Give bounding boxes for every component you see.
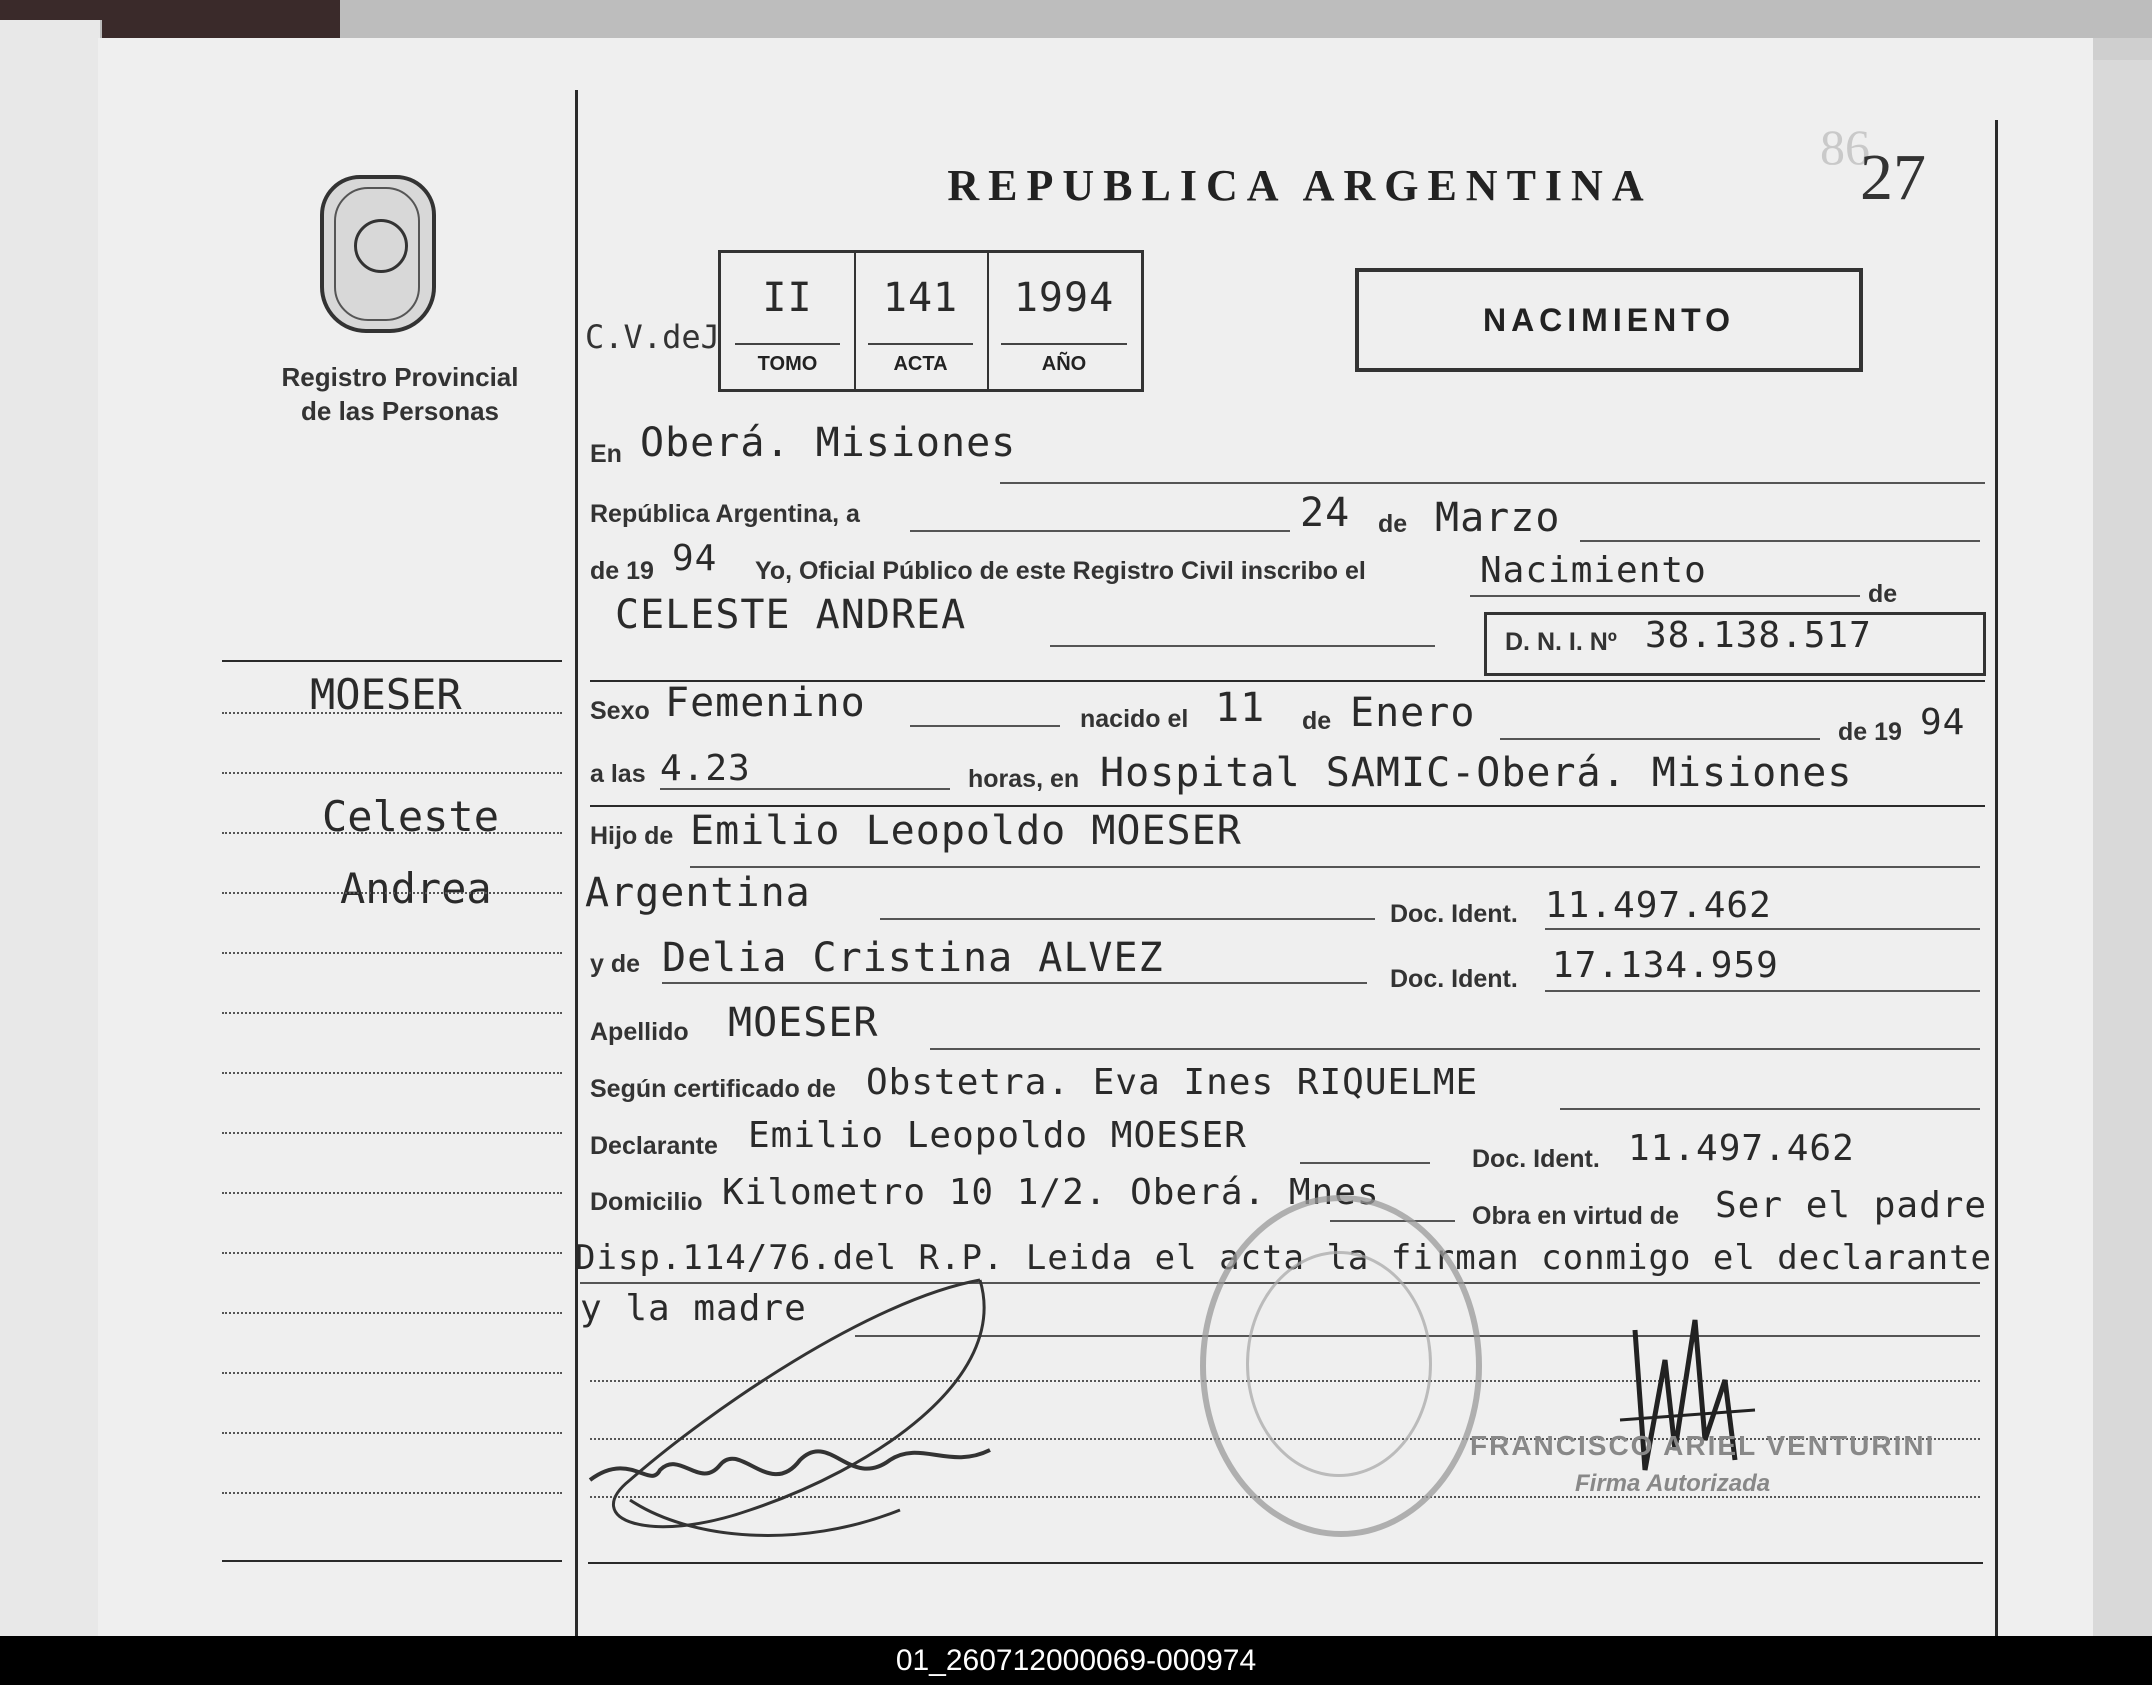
declarante-value: Emilio Leopoldo MOESER (748, 1115, 1247, 1156)
father-doc-label: Doc. Ident. (1390, 900, 1518, 928)
birth-day: 11 (1215, 685, 1266, 731)
obra-value: Ser el padre (1715, 1185, 1988, 1226)
sexo-label: Sexo (590, 697, 650, 725)
margin-ruled-line (222, 772, 562, 774)
year-value: 94 (672, 538, 718, 579)
registry-box (718, 250, 1144, 392)
margin-ruled-line (222, 1372, 562, 1374)
acta-value: 141 (882, 275, 959, 321)
page-title: REPUBLICA ARGENTINA (947, 161, 1653, 210)
dni-label: D. N. I. Nº (1505, 628, 1617, 656)
father-value: Emilio Leopoldo MOESER (690, 808, 1242, 854)
day-value: 24 (1300, 490, 1351, 536)
month-value: Marzo (1435, 495, 1561, 541)
officer-name: FRANCISCO ARIEL VENTURINI (1470, 1430, 1936, 1461)
note-line-1: Disp.114/76.del R.P. Leida el acta la firman conmigo el declarante (575, 1238, 1993, 1278)
seal-sun-icon (354, 219, 408, 273)
place-value: Hospital SAMIC-Oberá. Misiones (1100, 750, 1853, 796)
acta-label: ACTA (893, 353, 948, 375)
dni-value: 38.138.517 (1645, 615, 1872, 656)
apellido-label: Apellido (590, 1018, 689, 1046)
segun-value: Obstetra. Eva Ines RIQUELME (866, 1062, 1479, 1103)
note-line-2: y la madre (580, 1288, 807, 1329)
mother-doc-label: Doc. Ident. (1390, 965, 1518, 993)
margin-top-rule (222, 660, 562, 662)
nacido-label: nacido el (1080, 705, 1189, 733)
name-value: CELESTE ANDREA (615, 592, 967, 638)
tomo-value: II (762, 275, 813, 321)
margin-ruled-line (222, 1312, 562, 1314)
horas-label: horas, en (968, 765, 1080, 793)
margin-ruled-line (222, 832, 562, 834)
margin-ruled-line (222, 712, 562, 714)
sexo-value: Femenino (665, 680, 866, 726)
de-label-3: de (1302, 707, 1332, 735)
declarante-label: Declarante (590, 1132, 718, 1160)
de-label-2: de (1868, 580, 1898, 608)
birth-year: 94 (1920, 702, 1966, 743)
registry-stamp (1200, 1195, 1482, 1537)
agency-line-2: de las Personas (301, 396, 499, 426)
left-facing-page (0, 20, 102, 1636)
hour-value: 4.23 (660, 748, 751, 789)
agency-line-1: Registro Provincial (281, 362, 519, 392)
margin-ruled-line (222, 1432, 562, 1434)
tomo-cell (721, 253, 856, 389)
right-page-edge (2093, 60, 2152, 1636)
en-value: Oberá. Misiones (640, 420, 1017, 466)
declarante-doc: 11.497.462 (1628, 1128, 1855, 1169)
book-top-edge (0, 0, 2152, 38)
father-nationality: Argentina (585, 870, 811, 916)
segun-label: Según certificado de (590, 1075, 836, 1103)
margin-given-2: Andrea (340, 864, 492, 913)
image-id-footer: 01_260712000069-000974 (0, 1636, 2152, 1685)
stamp-inner-ring (1246, 1251, 1432, 1477)
declarante-doc-label: Doc. Ident. (1472, 1145, 1600, 1173)
hijo-label: Hijo de (590, 822, 674, 850)
margin-ruled-line (222, 1492, 562, 1494)
de-19-label: de 19 (1838, 718, 1902, 746)
margin-ruled-line (222, 952, 562, 954)
de-label: de (1378, 510, 1408, 538)
margin-ruled-line (222, 1132, 562, 1134)
mother-value: Delia Cristina ALVEZ (662, 935, 1164, 981)
alas-label: a las (590, 760, 646, 788)
margin-ruled-line (222, 1252, 562, 1254)
obra-label: Obra en virtud de (1472, 1202, 1679, 1230)
en-label: En (590, 440, 622, 468)
right-border (1995, 120, 1998, 1636)
father-doc: 11.497.462 (1545, 885, 1772, 926)
acta-cell (854, 253, 989, 389)
birth-month: Enero (1350, 690, 1476, 736)
registry-prefix: C.V.deJ (585, 318, 720, 356)
republica-label: República Argentina, a (590, 500, 860, 528)
margin-ruled-line (222, 892, 562, 894)
tomo-label: TOMO (757, 353, 818, 375)
margin-ruled-line (222, 1012, 562, 1014)
officer-title: Firma Autorizada (1575, 1470, 1771, 1497)
yde-label: y de (590, 950, 641, 978)
de-year-label: de 19 (590, 557, 654, 585)
page-number: 27 (1860, 141, 1926, 214)
margin-surname: MOESER (310, 670, 462, 719)
ano-value: 1994 (1013, 275, 1115, 321)
inscribo-value: Nacimiento (1480, 550, 1707, 591)
margin-ruled-line (222, 1072, 562, 1074)
ano-label: AÑO (1041, 353, 1087, 375)
margin-bottom-rule (222, 1560, 562, 1562)
ano-cell (987, 253, 1141, 389)
mother-doc: 17.134.959 (1552, 945, 1779, 986)
top-edge-scribble (1500, 4, 2020, 41)
record-type-box: NACIMIENTO (1355, 268, 1863, 372)
page-number-ghost: 86 (1820, 119, 1870, 175)
mother-signature (570, 1260, 1090, 1570)
domicilio-value: Kilometro 10 1/2. Oberá. Mnes (722, 1172, 1380, 1213)
yo-label: Yo, Oficial Público de este Registro Civil inscribo el (755, 557, 1366, 585)
domicilio-label: Domicilio (590, 1188, 703, 1216)
apellido-value: MOESER (728, 1000, 879, 1046)
province-seal-icon (320, 175, 436, 333)
margin-ruled-line (222, 1192, 562, 1194)
margin-given-1: Celeste (322, 792, 500, 841)
agency-name (220, 360, 580, 428)
